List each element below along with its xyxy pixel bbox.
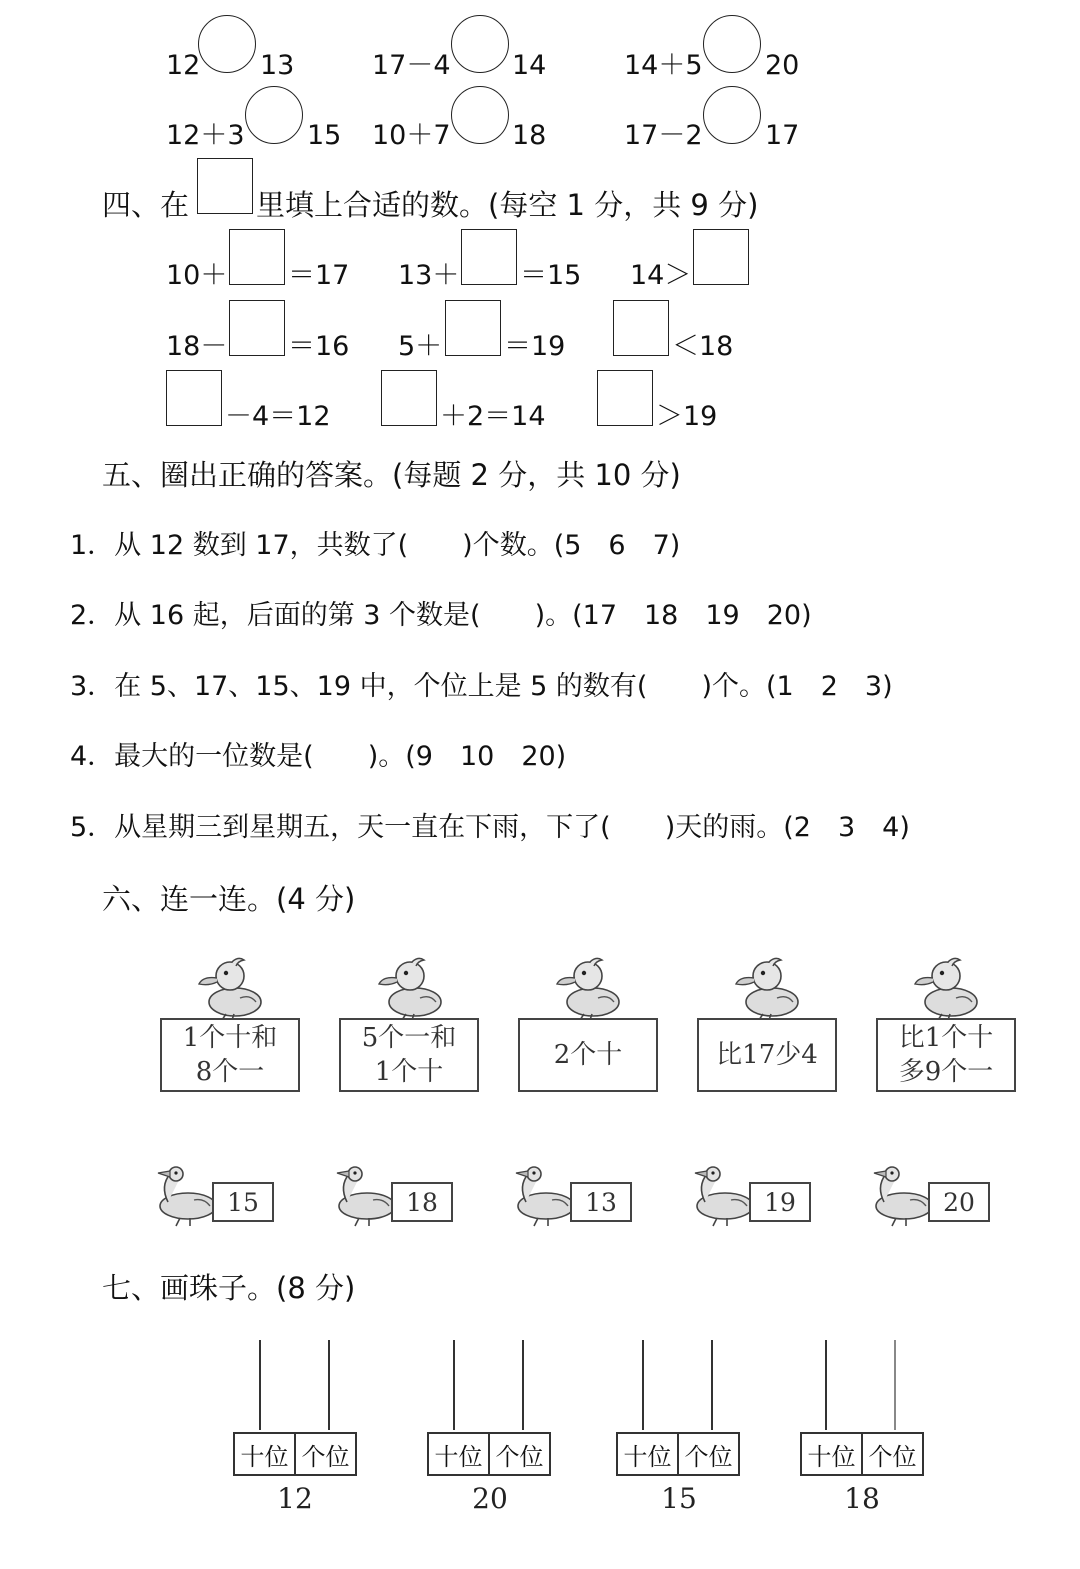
compare-circle[interactable] — [198, 15, 256, 73]
compare-right: 13 — [260, 50, 295, 81]
goose-icon — [687, 1162, 757, 1228]
answer-box[interactable] — [461, 229, 517, 285]
compare-circle[interactable] — [245, 86, 303, 144]
ones-rod[interactable] — [894, 1340, 896, 1430]
tens-label: 十位 — [240, 1442, 289, 1471]
abacus-base — [233, 1432, 357, 1476]
answer-box[interactable] — [166, 370, 222, 426]
tens-rod[interactable] — [642, 1340, 644, 1430]
compare-left: 12 — [166, 50, 201, 81]
compare-left: 17－4 — [372, 50, 451, 81]
question-1: 1．从 12 数到 17，共数了( )个数。(5 6 7) — [70, 530, 681, 561]
goose-icon — [329, 1162, 399, 1228]
ones-label: 个位 — [488, 1434, 549, 1474]
ones-rod[interactable] — [522, 1340, 524, 1430]
card-4[interactable] — [697, 1018, 837, 1092]
card-line: 8个一 — [195, 1057, 265, 1087]
duck-icon — [548, 956, 628, 1020]
compare-circle[interactable] — [703, 86, 761, 144]
goose-icon — [508, 1162, 578, 1228]
card-1[interactable] — [160, 1018, 300, 1092]
card-5[interactable] — [876, 1018, 1016, 1092]
duck-icon — [370, 956, 450, 1020]
compare-circle[interactable] — [703, 15, 761, 73]
number-box[interactable]: 19 — [749, 1182, 811, 1222]
eq-before: 10＋ — [166, 260, 228, 291]
compare-right: 14 — [512, 50, 547, 81]
question-2: 2．从 16 起，后面的第 3 个数是( )。(17 18 19 20) — [70, 600, 812, 631]
compare-left: 14＋5 — [624, 50, 703, 81]
answer-box[interactable] — [445, 300, 501, 356]
answer-box[interactable] — [693, 229, 749, 285]
duck-icon — [906, 956, 986, 1020]
tens-label: 十位 — [807, 1442, 856, 1471]
abacus-number: 18 — [844, 1482, 880, 1515]
question-3: 3．在 5、17、15、19 中，个位上是 5 的数有( )个。(1 2 3) — [70, 671, 893, 702]
number-box[interactable]: 15 — [212, 1182, 274, 1222]
goose-icon — [866, 1162, 936, 1228]
abacus-number: 12 — [277, 1482, 313, 1515]
section-4-title-end: 里填上合适的数。(每空 1 分，共 9 分) — [256, 188, 759, 222]
tens-label: 十位 — [434, 1442, 483, 1471]
card-line: 5个一和 — [361, 1023, 457, 1053]
answer-box[interactable] — [613, 300, 669, 356]
card-3[interactable] — [518, 1018, 658, 1092]
answer-box[interactable] — [381, 370, 437, 426]
number-box[interactable]: 13 — [570, 1182, 632, 1222]
section-4-title-start: 四、在 — [102, 188, 190, 222]
compare-right: 20 — [765, 50, 800, 81]
number-box[interactable]: 18 — [391, 1182, 453, 1222]
tens-rod[interactable] — [825, 1340, 827, 1430]
abacus-base — [616, 1432, 740, 1476]
card-line: 2个十 — [553, 1040, 623, 1070]
card-line: 1个十和 — [182, 1023, 278, 1053]
card-line: 多9个一 — [898, 1057, 994, 1087]
section-7-title: 七、画珠子。(8 分) — [102, 1271, 356, 1305]
ones-label: 个位 — [294, 1434, 355, 1474]
eq-after: ＞19 — [656, 401, 718, 432]
card-line: 比17少4 — [716, 1040, 818, 1070]
eq-after: ＝19 — [504, 331, 566, 362]
compare-circle[interactable] — [451, 86, 509, 144]
eq-after: ＝15 — [520, 260, 582, 291]
answer-box[interactable] — [229, 229, 285, 285]
answer-box[interactable] — [229, 300, 285, 356]
question-5: 5．从星期三到星期五，天一直在下雨，下了( )天的雨。(2 3 4) — [70, 812, 910, 843]
abacus-base — [427, 1432, 551, 1476]
card-line: 1个十 — [374, 1057, 444, 1087]
number-box[interactable]: 20 — [928, 1182, 990, 1222]
card-2[interactable] — [339, 1018, 479, 1092]
question-4: 4．最大的一位数是( )。(9 10 20) — [70, 741, 567, 772]
abacus-number: 20 — [472, 1482, 508, 1515]
eq-before: 14＞ — [630, 260, 692, 291]
section-6-title: 六、连一连。(4 分) — [102, 882, 356, 916]
eq-before: 13＋ — [398, 260, 460, 291]
goose-icon — [150, 1162, 220, 1228]
eq-after: ＜18 — [672, 331, 734, 362]
eq-after: －4＝12 — [225, 401, 331, 432]
duck-icon — [190, 956, 270, 1020]
compare-right: 18 — [512, 120, 547, 151]
eq-after: ＝17 — [288, 260, 350, 291]
eq-before: 5＋ — [398, 331, 443, 362]
compare-left: 12＋3 — [166, 120, 245, 151]
compare-right: 17 — [765, 120, 800, 151]
title-box — [197, 158, 253, 214]
ones-label: 个位 — [677, 1434, 738, 1474]
abacus-number: 15 — [661, 1482, 697, 1515]
answer-box[interactable] — [597, 370, 653, 426]
compare-left: 17－2 — [624, 120, 703, 151]
ones-rod[interactable] — [711, 1340, 713, 1430]
abacus-base — [800, 1432, 924, 1476]
tens-rod[interactable] — [453, 1340, 455, 1430]
ones-rod[interactable] — [328, 1340, 330, 1430]
tens-label: 十位 — [623, 1442, 672, 1471]
ones-label: 个位 — [861, 1434, 922, 1474]
compare-circle[interactable] — [451, 15, 509, 73]
eq-before: 18－ — [166, 331, 228, 362]
eq-after: ＝16 — [288, 331, 350, 362]
eq-after: ＋2＝14 — [440, 401, 546, 432]
compare-left: 10＋7 — [372, 120, 451, 151]
compare-right: 15 — [307, 120, 342, 151]
card-line: 比1个十 — [898, 1023, 994, 1053]
section-5-title: 五、圈出正确的答案。(每题 2 分，共 10 分) — [102, 458, 681, 492]
duck-icon — [727, 956, 807, 1020]
tens-rod[interactable] — [259, 1340, 261, 1430]
